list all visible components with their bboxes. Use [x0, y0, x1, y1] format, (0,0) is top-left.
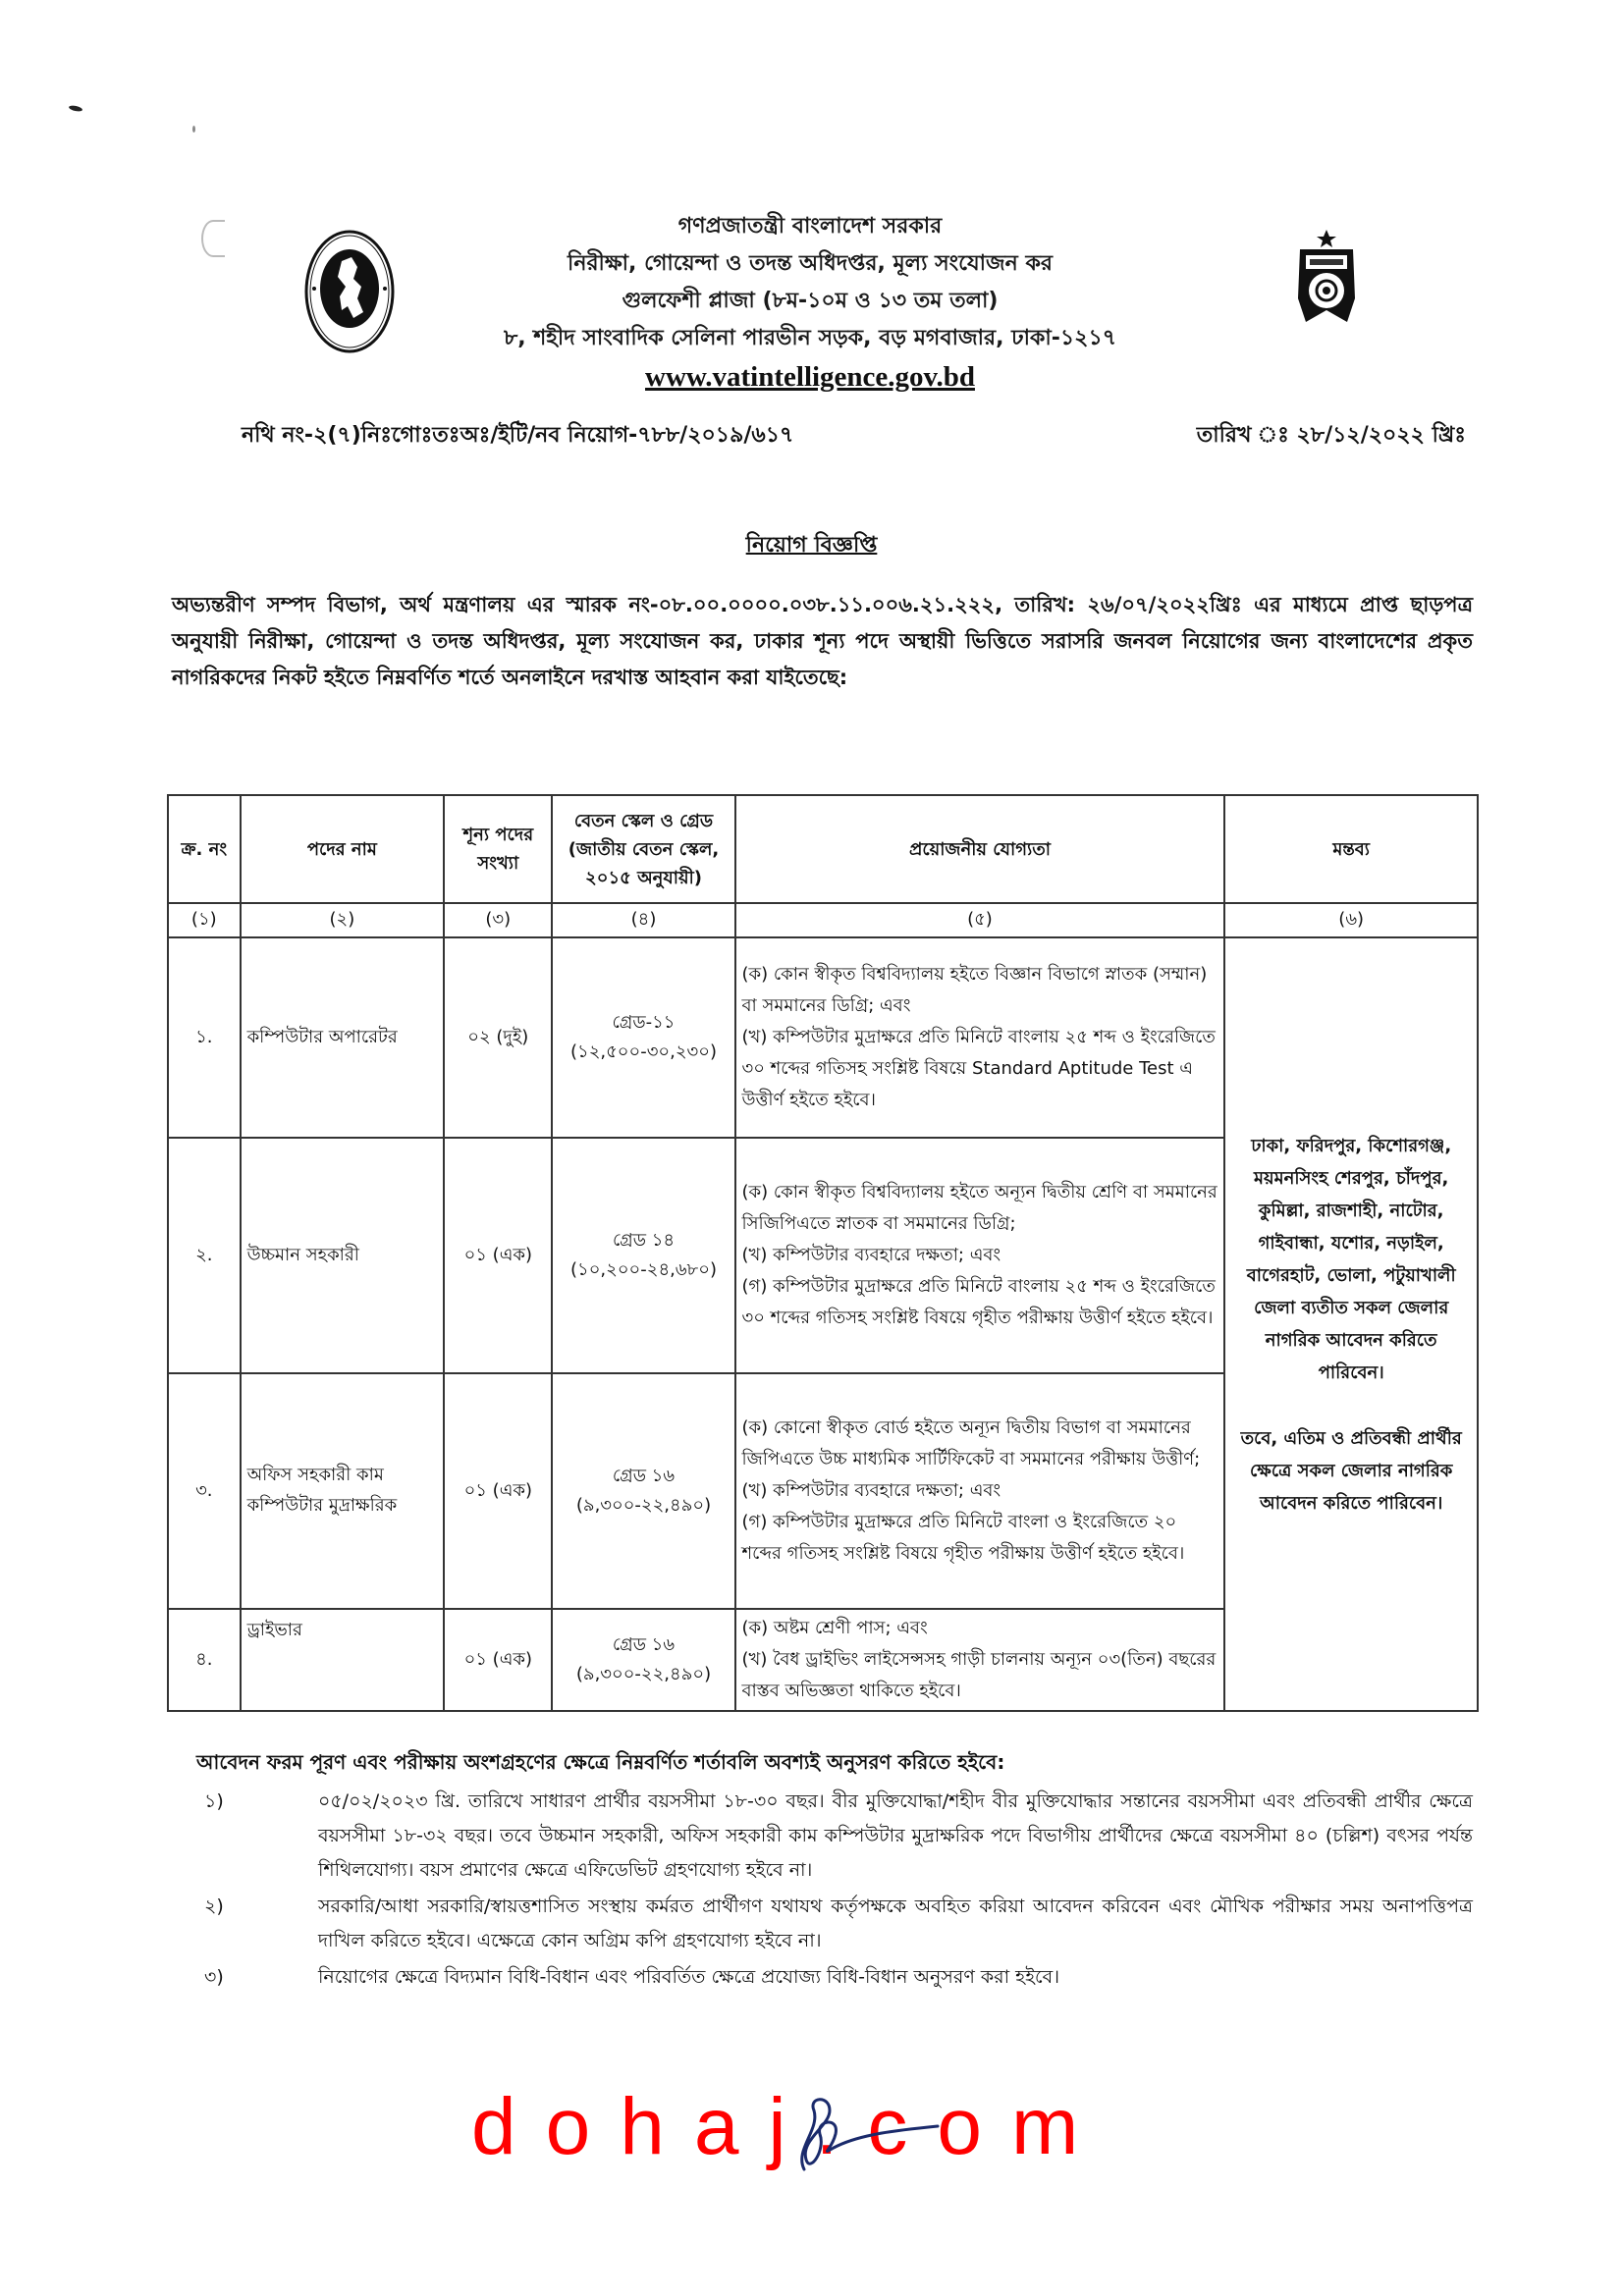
scan-mark [201, 220, 225, 257]
row-post-name: উচ্চমান সহকারী [241, 1138, 445, 1373]
building-address: গুলফেশী প্লাজা (৮ম-১০ম ও ১৩ তম তলা) [622, 289, 999, 313]
condition-text: ০৫/০২/২০২৩ খ্রি. তারিখে সাধারণ প্রার্থীর বয়সসীমা ১৮-৩০ বছর। বীর মুক্তিযোদ্ধা/শহীদ বীর মুক্তিযোদ্ধার সন্তানের বয়সসীমা এবং প্রতিবন্ধী প্রার্থীর ক্ষেত্রে বয়সসীমা ১৮-৩২ বছর। তবে উচ্চমান সহকারী, অফিস সহকারী কাম কম্পিউটার মুদ্রাক্ষরিক পদে বিভাগীয় প্রার্থীদের ক্ষেত্রে বয়সসীমা ৪০ (চল্লিশ) বৎসর পর্যন্ত শিথিলযোগ্য। বয়স প্রমাণের ক্ষেত্রে এফিডেভিট গ্রহণযোগ্য হইবে না। [318, 1790, 1473, 1881]
application-conditions [196, 1747, 1473, 1997]
column-number: (৩) [444, 903, 552, 937]
row-post-name: অফিস সহকারী কাম কম্পিউটার মুদ্রাক্ষরিক [241, 1373, 445, 1609]
row-vacancies: ০১ (এক) [444, 1138, 552, 1373]
memo-number: নথি নং-২(৭)নিঃগোঃতঃঅঃ/ইটি/নব নিয়োগ-৭৮৮/২০১৯/৬১৭ [242, 423, 794, 448]
signature-icon [790, 2091, 947, 2179]
row-qualifications [735, 1609, 1225, 1711]
row-qualifications [735, 1138, 1225, 1373]
qualification-item: (ক) কোনো স্বীকৃত বোর্ড হইতে অন্যূন দ্বিতীয় বিভাগ বা সমমানের জিপিএতে উচ্চ মাধ্যমিক সার্টিফিকেট বা সমমানের পরীক্ষায় উত্তীর্ণ; [741, 1417, 1201, 1469]
column-number: (২) [241, 903, 445, 937]
qualification-item: (খ) বৈধ ড্রাইভিং লাইসেন্সসহ গাড়ী চালনায় অন্যূন ০৩(তিন) বছরের বাস্তব অভিজ্ঞতা থাকিতে হইবে। [741, 1649, 1217, 1701]
row-pay-scale [552, 937, 734, 1138]
letterhead [393, 208, 1227, 394]
header-vacancies: শূন্য পদের সংখ্যা [444, 795, 552, 903]
column-number: (৪) [552, 903, 734, 937]
conditions-list [196, 1785, 1473, 1995]
column-number-row [168, 903, 1478, 937]
notice-title: নিয়োগ বিজ্ঞপ্তি [745, 533, 878, 558]
row-scale: (৯,৩০০-২২,৪৯০) [575, 1495, 712, 1516]
qualification-item: (গ) কম্পিউটার মুদ্রাক্ষরে প্রতি মিনিটে বাংলা ও ইংরেজিতে ২০ শব্দের গতিসহ সংশ্লিষ্ট বিষয়ে গৃহীত পরীক্ষায় উত্তীর্ণ হইতে হইবে। [741, 1512, 1185, 1564]
row-vacancies: ০১ (এক) [444, 1373, 552, 1609]
row-grade: গ্রেড ১৬ [612, 1466, 676, 1486]
qualification-item: (ক) কোন স্বীকৃত বিশ্ববিদ্যালয় হইতে বিজ্ঞান বিভাগে স্নাতক (সম্মান) বা সমমানের ডিগ্রি; এবং [741, 964, 1208, 1016]
condition-number: ২) [204, 1896, 224, 1917]
column-number: (৫) [735, 903, 1225, 937]
remarks-cell [1224, 937, 1478, 1711]
condition-number: ৩) [204, 1966, 224, 1988]
vat-intelligence-emblem-icon [1294, 228, 1359, 336]
column-number: (৬) [1224, 903, 1478, 937]
row-serial: ২. [168, 1138, 241, 1373]
conditions-heading: আবেদন ফরম পূরণ এবং পরীক্ষায় অংশগ্রহণের ক্ষেত্রে নিম্নবর্ণিত শর্তাবলি অবশ্যই অনুসরণ করিতে হইবে: [196, 1750, 1005, 1774]
header-serial: ক্র. নং [168, 795, 241, 903]
watermark-text: dohaj.com [471, 2082, 1109, 2171]
government-name: গণপ্রজাতন্ত্রী বাংলাদেশ সরকার [677, 214, 943, 239]
row-post-name: ড্রাইভার [241, 1609, 445, 1711]
row-vacancies: ০২ (দুই) [444, 937, 552, 1138]
website-link[interactable]: www.vatintelligence.gov.bd [645, 361, 975, 393]
condition-item [196, 1785, 1473, 1888]
qualification-item: (ক) অষ্টম শ্রেণী পাস; এবং [741, 1618, 928, 1638]
qualification-item: (ক) কোন স্বীকৃত বিশ্ববিদ্যালয় হইতে অন্যূন দ্বিতীয় শ্রেণি বা সমমানের সিজিপিএতে স্নাতক বা সমমানের ডিগ্রি; [741, 1182, 1217, 1234]
column-number: (১) [168, 903, 241, 937]
row-scale: (৯,৩০০-২২,৪৯০) [575, 1664, 712, 1684]
row-grade: গ্রেড ১৬ [612, 1634, 676, 1655]
header-remarks: মন্তব্য [1224, 795, 1478, 903]
row-serial: ৪. [168, 1609, 241, 1711]
qualification-item: (গ) কম্পিউটার মুদ্রাক্ষরে প্রতি মিনিটে বাংলায় ২৫ শব্দ ও ইংরেজিতে ৩০ শব্দের গতিসহ সংশ্লিষ্ট বিষয়ে গৃহীত পরীক্ষায় উত্তীর্ণ হইতে হইবে। [741, 1276, 1216, 1328]
row-qualifications [735, 937, 1225, 1138]
row-scale: (১০,২০০-২৪,৬৮০) [570, 1259, 717, 1280]
row-pay-scale [552, 1373, 734, 1609]
street-address: ৮, শহীদ সাংবাদিক সেলিনা পারভীন সড়ক, বড় মগবাজার, ঢাকা-১২১৭ [503, 326, 1117, 350]
scan-speck [192, 126, 195, 133]
condition-number: ১) [204, 1790, 224, 1812]
remarks-excluded-districts: ঢাকা, ফরিদপুর, কিশোরগঞ্জ, ময়মনসিংহ শেরপুর, চাঁদপুর, কুমিল্লা, রাজশাহী, নাটোর, গাইবান্ধা, যশোর, নড়াইল, বাগেরহাট, ভোলা, পটুয়াখালী জেলা ব্যতীত সকল জেলার নাগরিক আবেদন করিতে পারিবেন। [1246, 1135, 1456, 1383]
row-vacancies: ০১ (এক) [444, 1609, 552, 1711]
row-scale: (১২,৫০০-৩০,২৩০) [570, 1041, 717, 1062]
qualification-item: (খ) কম্পিউটার মুদ্রাক্ষরে প্রতি মিনিটে বাংলায় ২৫ শব্দ ও ইংরেজিতে ৩০ শব্দের গতিসহ সংশ্লিষ্ট বিষয়ে Standard Aptitude Test এ উত্তীর্ণ হইতে হইবে। [741, 1027, 1216, 1110]
table-row [168, 937, 1478, 1138]
department-name: নিরীক্ষা, গোয়েন্দা ও তদন্ত অধিদপ্তর, মূল্য সংযোজন কর [568, 251, 1053, 276]
condition-text: সরকারি/আধা সরকারি/স্বায়ত্তশাসিত সংস্থায় কর্মরত প্রার্থীগণ যথাযথ কর্তৃপক্ষকে অবহিত করিয়া আবেদন করিবেন এবং মৌখিক পরীক্ষার সময় অনাপত্তিপত্র দাখিল করিতে হইবে। এক্ষেত্রে কোন অগ্রিম কপি গ্রহণযোগ্য হইবে না। [318, 1896, 1473, 1951]
intro-paragraph: অভ্যন্তরীণ সম্পদ বিভাগ, অর্থ মন্ত্রণালয় এর স্মারক নং-০৮.০০.০০০০.০৩৮.১১.০০৬.২১.২২২, তারিখ: ২৬/০৭/২০২২খ্রিঃ এর মাধ্যমে প্রাপ্ত ছাড়পত্র অনুযায়ী নিরীক্ষা, গোয়েন্দা ও তদন্ত অধিদপ্তর, মূল্য সংযোজন কর, ঢাকার শূন্য পদে অস্থায়ী ভিত্তিতে সরাসরি জনবল নিয়োগের জন্য বাংলাদেশের প্রকৃত নাগরিকদের নিকট হইতে নিম্নবর্ণিত শর্তে অনলাইনে দরখাস্ত আহবান করা যাইতেছে: [172, 593, 1473, 689]
condition-item [196, 1960, 1473, 1995]
qualification-item: (খ) কম্পিউটার ব্যবহারে দক্ষতা; এবং [741, 1480, 1001, 1501]
header-qualifications: প্রয়োজনীয় যোগ্যতা [735, 795, 1225, 903]
row-serial: ৩. [168, 1373, 241, 1609]
government-seal-icon [302, 228, 397, 355]
vacancy-table [167, 794, 1479, 1712]
notice-title-wrap [0, 528, 1623, 564]
condition-item [196, 1890, 1473, 1958]
row-post-name: কম্পিউটার অপারেটর [241, 937, 445, 1138]
row-grade: গ্রেড-১১ [612, 1012, 676, 1033]
condition-text: নিয়োগের ক্ষেত্রে বিদ্যমান বিধি-বিধান এবং পরিবর্তিত ক্ষেত্রে প্রযোজ্য বিধি-বিধান অনুসরণ করা হইবে। [318, 1966, 1060, 1988]
row-serial: ১. [168, 937, 241, 1138]
scan-speck [69, 105, 83, 113]
header-pay-scale: বেতন স্কেল ও গ্রেড (জাতীয় বেতন স্কেল, ২০১৫ অনুযায়ী) [552, 795, 734, 903]
issue-date: তারিখ ঃ ২৮/১২/২০২২ খ্রিঃ [1196, 423, 1466, 448]
qualification-item: (খ) কম্পিউটার ব্যবহারে দক্ষতা; এবং [741, 1245, 1001, 1265]
header-post-name: পদের নাম [241, 795, 445, 903]
table-header-row [168, 795, 1478, 903]
row-grade: গ্রেড ১৪ [612, 1230, 676, 1251]
row-pay-scale [552, 1138, 734, 1373]
remarks-exception: তবে, এতিম ও প্রতিবন্ধী প্রার্থীর ক্ষেত্রে সকল জেলার নাগরিক আবেদন করিতে পারিবেন। [1240, 1427, 1462, 1514]
row-pay-scale [552, 1609, 734, 1711]
row-qualifications [735, 1373, 1225, 1609]
